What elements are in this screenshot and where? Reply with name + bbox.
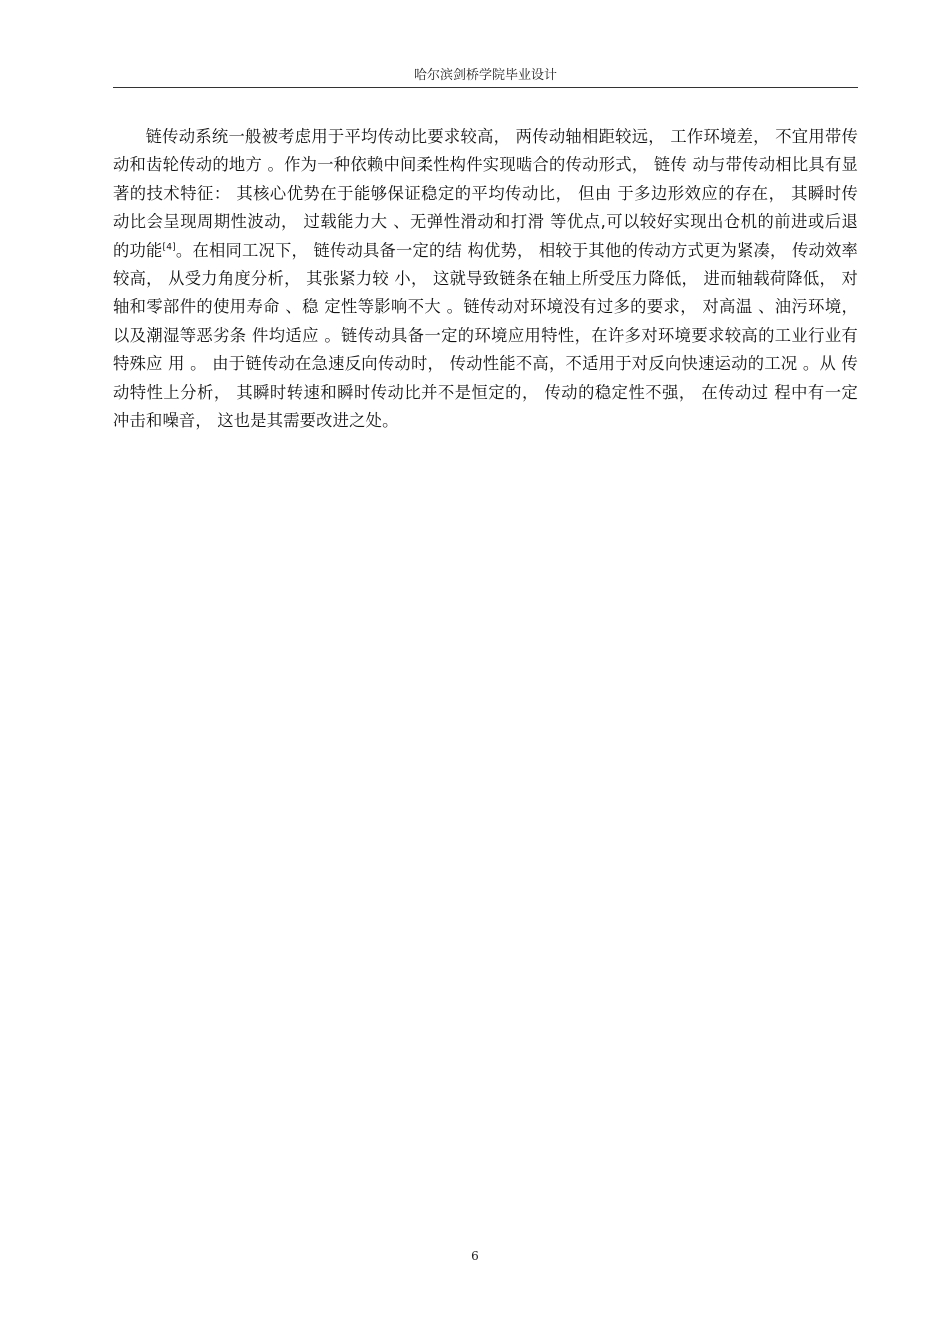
running-header: 哈尔滨剑桥学院毕业设计 bbox=[413, 68, 557, 83]
paragraph-text-part-1: 链传动系统一般被考虑用于平均传动比要求较高， 两传动轴相距较远， 工作环境差， 不宜用带传动和齿轮传动的地方 。作为一种依赖中间柔性构件实现啮合的传动形式， 链传 动与带传动相比具有显著的技术特征： 其核心优势在于能够保证稳定的平均传动比， 但由 于多边形效应的存在， 其瞬时传动比会呈现周期性波动， 过载能力大 、无弹性滑动和打滑 等优点,可以较好实现出仓机的前进或后退的功能 bbox=[113, 127, 858, 260]
paragraph-text-part-2: 。在相同工况下， 链传动具备一定的结 构优势， 相较于其他的传动方式更为紧凑， 传动效率较高， 从受力角度分析， 其张紧力较 小， 这就导致链条在轴上所受压力降低， 进而轴载荷降低， 对轴和零部件的使用寿命 、稳 定性等影响不大 。链传动对环境没有过多的要求， 对高温 、油污环境， 以及潮湿等恶劣条 件均适应 。链传动具备一定的环境应用特性，在许多对环境要求较高的工业行业有特殊应 用 。 由于链传动在急速反向传动时， 传动性能不高，不适用于对反向快速运动的工况 。从 传动特性上分析， 其瞬时转速和瞬时传动比并不是恒定的， 传动的稳定性不强， 在传动过 程中有一定冲击和噪音， 这也是其需要改进之处。 bbox=[113, 240, 858, 431]
page-number: 6 bbox=[471, 1249, 479, 1263]
citation-reference: [4] bbox=[162, 242, 176, 253]
header-divider bbox=[113, 87, 858, 88]
body-paragraph bbox=[113, 123, 858, 435]
